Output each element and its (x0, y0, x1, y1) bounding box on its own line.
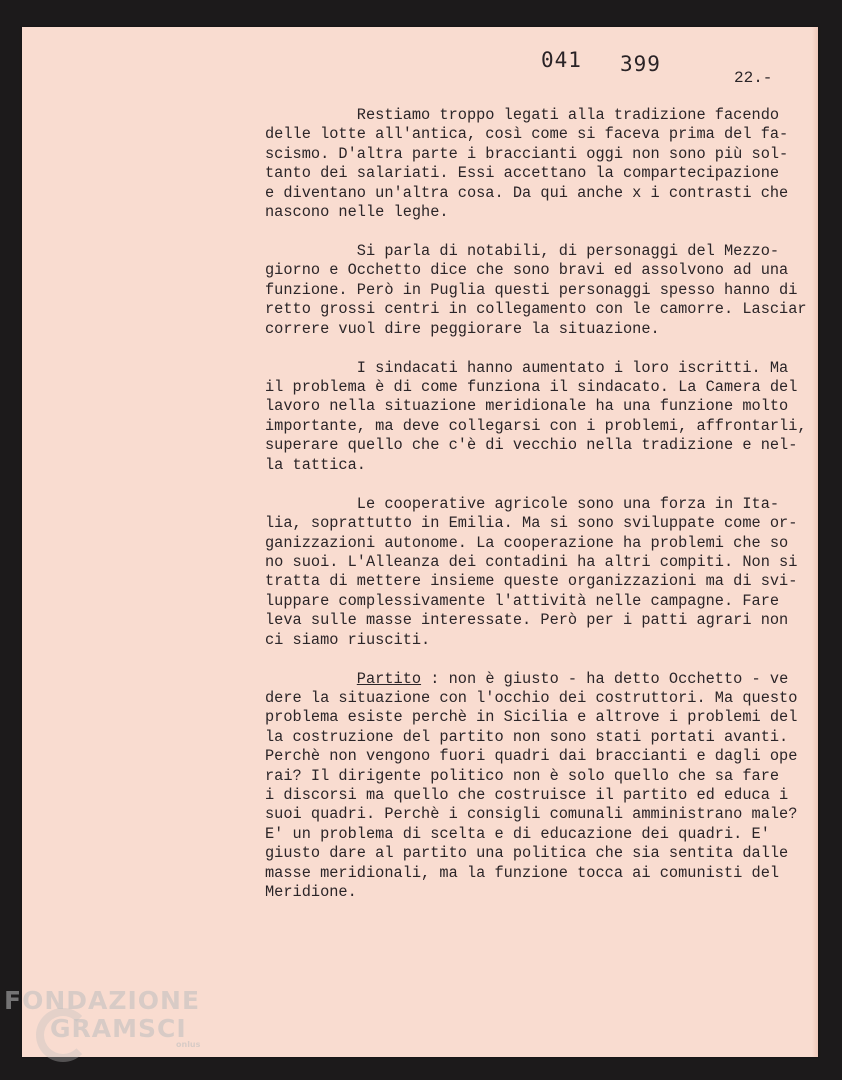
text-line: problema esiste perchè in Sicilia e altrove i problemi del (265, 708, 798, 727)
archive-stamp-left: 041 (541, 48, 582, 72)
text-line: funzione. Però in Puglia questi personaggi spesso hanno di (265, 280, 798, 299)
text-line: delle lotte all'antica, così come si faceva prima del fa- (265, 125, 789, 144)
text-line: il problema è di come funziona il sindacato. La Camera del (265, 378, 798, 397)
text-line: la tattica. (265, 455, 366, 474)
text-line: la costruzione del partito non sono stati portati avanti. (265, 727, 789, 746)
fondazione-gramsci-watermark (4, 988, 200, 1049)
text-line: e diventano un'altra cosa. Da qui anche x i contrasti che (265, 183, 789, 202)
text-line: lavoro nella situazione meridionale ha una funzione molto (265, 397, 789, 416)
paragraph-cooperative (265, 495, 817, 650)
paragraph-notabili (265, 242, 817, 339)
text-line: I sindacati hanno aumentato i loro iscritti. Ma (265, 358, 789, 377)
text-line: dere la situazione con l'occhio dei costruttori. Ma questo (265, 688, 798, 707)
text-line: ganizzazioni autonome. La cooperazione ha problemi che so (265, 533, 789, 552)
text-line: tratta di mettere insieme queste organizzazioni ma di svi- (265, 572, 798, 591)
text-line: scismo. D'altra parte i braccianti oggi non sono più sol- (265, 144, 789, 163)
text-line: no suoi. L'Alleanza dei contadini ha altri compiti. Non si (265, 552, 798, 571)
text-line: Si parla di notabili, di personaggi del Mezzo- (265, 242, 780, 261)
text-line: importante, ma deve collegarsi con i problemi, affrontarli, (265, 416, 807, 435)
text-line: giusto dare al partito una politica che sia sentita dalle (265, 844, 789, 863)
watermark-line-3: onlus (176, 1040, 201, 1049)
text-line: leva sulle masse interessate. Però per i patti agrari non (265, 611, 789, 630)
document-body (265, 106, 817, 922)
text-line: i discorsi ma quello che costruisce il partito ed educa i (265, 785, 789, 804)
text-line: E' un problema di scelta e di educazione dei quadri. E' (265, 824, 770, 843)
text-line: Meridione. (265, 883, 357, 901)
paragraph-tradition (265, 106, 817, 222)
text-line: giorno e Occhetto dice che sono bravi ed assolvono ad una (265, 261, 789, 280)
text-line: lia, soprattutto in Emilia. Ma si sono sviluppate come or- (265, 514, 798, 533)
text-line: superare quello che c'è di vecchio nella tradizione e nel- (265, 436, 798, 455)
underlined-word: Partito (356, 669, 422, 688)
text-line: tanto dei salariati. Essi accettano la compartecipazione (265, 164, 780, 183)
watermark-line-1: FONDAZIONE (4, 986, 201, 1015)
text-line: Perchè non vengono fuori quadri dai braccianti e dagli ope (265, 747, 798, 766)
watermark-line-2: GRAMSCI (50, 1014, 187, 1043)
text-line: Restiamo troppo legati alla tradizione facendo (265, 106, 780, 124)
text-line: ci siamo riusciti. (265, 630, 431, 649)
g-logo-icon (36, 1008, 90, 1062)
text-line: suoi quadri. Perchè i consigli comunali amministrano male? (265, 805, 798, 824)
text-line-partito-heading: Partito : non è giusto - ha detto Occhetto - ve (356, 669, 789, 688)
text-line: nascono nelle leghe. (265, 203, 449, 222)
paragraph-sindacati (265, 359, 817, 475)
text-line: luppare complessivamente l'attività nelle campagne. Fare (265, 591, 780, 610)
archive-stamp-right: 399 (620, 52, 661, 76)
typewritten-page (22, 27, 818, 1057)
text-line: correre vuol dire peggiorare la situazione. (265, 319, 660, 338)
text-line: Le cooperative agricole sono una forza in Ita- (265, 494, 780, 513)
paragraph-partito (265, 670, 817, 903)
page-number: 22.- (734, 69, 773, 87)
text-line: rai? Il dirigente politico non è solo quello che sa fare (265, 766, 780, 785)
text-line: retto grossi centri in collegamento con le camorre. Lasciar (265, 300, 807, 319)
text-line: masse meridionali, ma la funzione tocca ai comunisti del (265, 863, 780, 882)
